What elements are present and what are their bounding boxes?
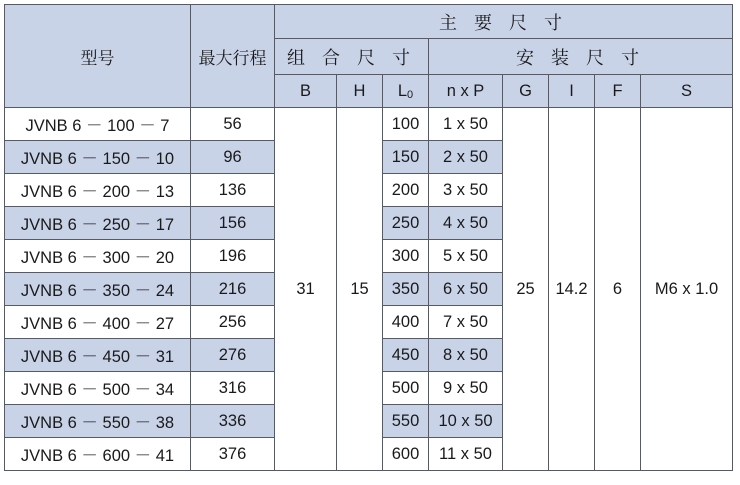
cell-model: JVNB 6 － 400 － 27 bbox=[5, 306, 191, 339]
cell-model: JVNB 6 － 500 － 34 bbox=[5, 372, 191, 405]
header-col-I: I bbox=[549, 75, 595, 108]
cell-stroke: 56 bbox=[191, 108, 275, 141]
cell-nxP: 7 x 50 bbox=[429, 306, 503, 339]
cell-nxP: 8 x 50 bbox=[429, 339, 503, 372]
header-model: 型号 bbox=[5, 5, 191, 108]
cell-H-shared: 15 bbox=[337, 108, 383, 471]
cell-stroke: 276 bbox=[191, 339, 275, 372]
header-main-dimensions: 主 要 尺 寸 bbox=[275, 5, 733, 39]
cell-nxP: 9 x 50 bbox=[429, 372, 503, 405]
cell-nxP: 3 x 50 bbox=[429, 174, 503, 207]
header-col-G: G bbox=[503, 75, 549, 108]
cell-L0: 550 bbox=[383, 405, 429, 438]
header-max-stroke: 最大行程 bbox=[191, 5, 275, 108]
cell-model: JVNB 6 － 300 － 20 bbox=[5, 240, 191, 273]
header-combination-dimensions: 组 合 尺 寸 bbox=[275, 39, 429, 75]
cell-stroke: 96 bbox=[191, 141, 275, 174]
cell-model: JVNB 6 － 550 － 38 bbox=[5, 405, 191, 438]
cell-I-shared: 14.2 bbox=[549, 108, 595, 471]
cell-L0: 100 bbox=[383, 108, 429, 141]
cell-stroke: 156 bbox=[191, 207, 275, 240]
cell-nxP: 11 x 50 bbox=[429, 438, 503, 471]
cell-nxP: 1 x 50 bbox=[429, 108, 503, 141]
cell-nxP: 6 x 50 bbox=[429, 273, 503, 306]
cell-L0: 600 bbox=[383, 438, 429, 471]
cell-B-shared: 31 bbox=[275, 108, 337, 471]
cell-model: JVNB 6 － 350 － 24 bbox=[5, 273, 191, 306]
table-row bbox=[5, 108, 733, 141]
cell-stroke: 216 bbox=[191, 273, 275, 306]
cell-model: JVNB 6 － 200 － 13 bbox=[5, 174, 191, 207]
cell-nxP: 4 x 50 bbox=[429, 207, 503, 240]
cell-stroke: 316 bbox=[191, 372, 275, 405]
cell-model: JVNB 6 － 100 － 7 bbox=[5, 108, 191, 141]
header-col-F: F bbox=[595, 75, 641, 108]
header-col-L-subscript: 0 bbox=[407, 88, 414, 101]
header-col-S: S bbox=[641, 75, 733, 108]
cell-stroke: 376 bbox=[191, 438, 275, 471]
header-col-H: H bbox=[337, 75, 383, 108]
cell-L0: 300 bbox=[383, 240, 429, 273]
cell-L0: 350 bbox=[383, 273, 429, 306]
cell-L0: 450 bbox=[383, 339, 429, 372]
cell-model: JVNB 6 － 450 － 31 bbox=[5, 339, 191, 372]
cell-nxP: 10 x 50 bbox=[429, 405, 503, 438]
cell-nxP: 5 x 50 bbox=[429, 240, 503, 273]
cell-nxP: 2 x 50 bbox=[429, 141, 503, 174]
cell-model: JVNB 6 － 150 － 10 bbox=[5, 141, 191, 174]
table-header bbox=[5, 5, 733, 108]
cell-stroke: 256 bbox=[191, 306, 275, 339]
cell-L0: 200 bbox=[383, 174, 429, 207]
cell-L0: 150 bbox=[383, 141, 429, 174]
cell-stroke: 136 bbox=[191, 174, 275, 207]
cell-model: JVNB 6 － 250 － 17 bbox=[5, 207, 191, 240]
table-body bbox=[5, 108, 733, 471]
cell-G-shared: 25 bbox=[503, 108, 549, 471]
cell-L0: 400 bbox=[383, 306, 429, 339]
cell-stroke: 336 bbox=[191, 405, 275, 438]
dimension-table bbox=[4, 4, 733, 471]
cell-L0: 250 bbox=[383, 207, 429, 240]
cell-S-shared: M6 x 1.0 bbox=[641, 108, 733, 471]
cell-model: JVNB 6 － 600 － 41 bbox=[5, 438, 191, 471]
cell-F-shared: 6 bbox=[595, 108, 641, 471]
cell-stroke: 196 bbox=[191, 240, 275, 273]
header-col-L0 bbox=[383, 75, 429, 108]
header-col-B: B bbox=[275, 75, 337, 108]
cell-L0: 500 bbox=[383, 372, 429, 405]
header-col-L-label: L bbox=[397, 81, 408, 100]
header-col-nxP: n x P bbox=[429, 75, 503, 108]
header-mounting-dimensions: 安 装 尺 寸 bbox=[429, 39, 733, 75]
